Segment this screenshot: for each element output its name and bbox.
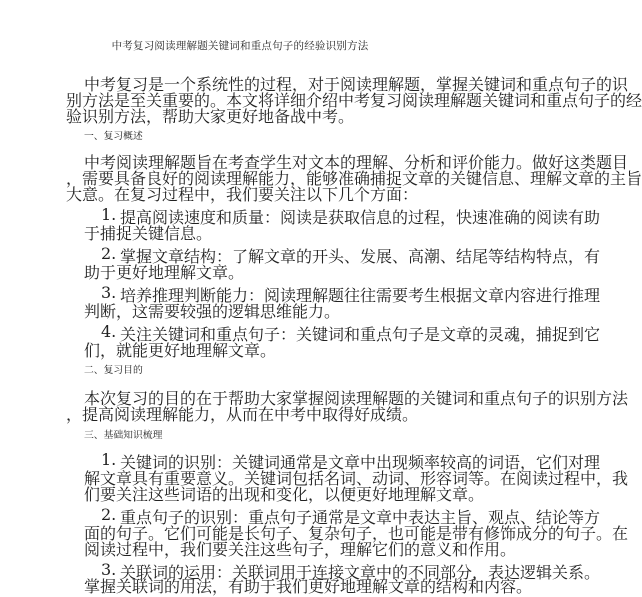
text-line: 阅读过程中，我们要关注这些句子，理解它们的意义和作用。 <box>84 540 517 559</box>
text-line: 别方法是至关重要的。本文将详细介绍中考复习阅读理解题关键词和重点句子的经 <box>66 91 642 110</box>
document-title: 中考复习阅读理解题关键词和重点句子的经验识别方法 <box>111 40 369 52</box>
item-number: 3. <box>101 560 117 579</box>
text-line: 关联词的运用：关联词用于连接文章中的不同部分，表达逻辑关系。 <box>120 563 601 582</box>
item-number: 3. <box>101 283 117 302</box>
text-line: 解文章具有重要意义。关键词包括名词、动词、形容词等。在阅读过程中，我 <box>84 469 629 488</box>
text-line: 中考阅读理解题旨在考查学生对文本的理解、分析和评价能力。做好这类题目 <box>84 153 629 172</box>
text-line: 于捕捉关键信息。 <box>84 224 213 243</box>
text-line: 面的句子。它们可能是长句子、复杂句子，也可能是带有修饰成分的句子。在 <box>84 524 629 543</box>
text-line: 助于更好地理解文章。 <box>84 263 245 282</box>
text-line: 提高阅读速度和质量：阅读是获取信息的过程，快速准确的阅读有助 <box>120 208 601 227</box>
text-line: 本次复习的目的在于帮助大家掌握阅读理解题的关键词和重点句子的识别方法 <box>84 389 629 408</box>
item-number: 1. <box>101 450 117 469</box>
text-line: 大意。在复习过程中，我们要关注以下几个方面： <box>66 185 419 204</box>
text-line: ，提高阅读理解能力，从而在中考中取得好成绩。 <box>66 405 419 424</box>
item-number: 1. <box>101 205 117 224</box>
section-heading: 一、复习概述 <box>84 131 143 142</box>
text-line: 们要关注这些词语的出现和变化，以便更好地理解文章。 <box>84 485 485 504</box>
section-heading: 三、基础知识梳理 <box>84 430 163 441</box>
text-line: 中考复习是一个系统性的过程，对于阅读理解题，掌握关键词和重点句子的识 <box>84 75 629 94</box>
text-line: ，需要具备良好的阅读理解能力，能够准确捕捉文章的关键信息、理解文章的主旨 <box>66 169 642 188</box>
item-number: 4. <box>101 322 117 341</box>
section-heading: 二、复习目的 <box>84 365 143 376</box>
text-line: 关键词的识别：关键词通常是文章中出现频率较高的词语，它们对理 <box>120 453 601 472</box>
item-number: 2. <box>101 244 117 263</box>
text-line: 培养推理判断能力：阅读理解题往往需要考生根据文章内容进行推理 <box>120 286 601 305</box>
text-line: 关注关键词和重点句子：关键词和重点句子是文章的灵魂，捕捉到它 <box>120 325 601 344</box>
item-number: 2. <box>101 505 117 524</box>
text-line: 重点句子的识别：重点句子通常是文章中表达主旨、观点、结论等方 <box>120 508 601 527</box>
text-line: 掌握文章结构：了解文章的开头、发展、高潮、结尾等结构特点，有 <box>120 247 601 266</box>
text-line: 掌握关联词的用法，有助于我们更好地理解文章的结构和内容。 <box>84 577 533 596</box>
text-line: 判断，这需要较强的逻辑思维能力。 <box>84 302 341 321</box>
text-line: 验识别方法，帮助大家更好地备战中考。 <box>66 107 355 126</box>
text-line: 们，就能更好地理解文章。 <box>84 341 277 360</box>
